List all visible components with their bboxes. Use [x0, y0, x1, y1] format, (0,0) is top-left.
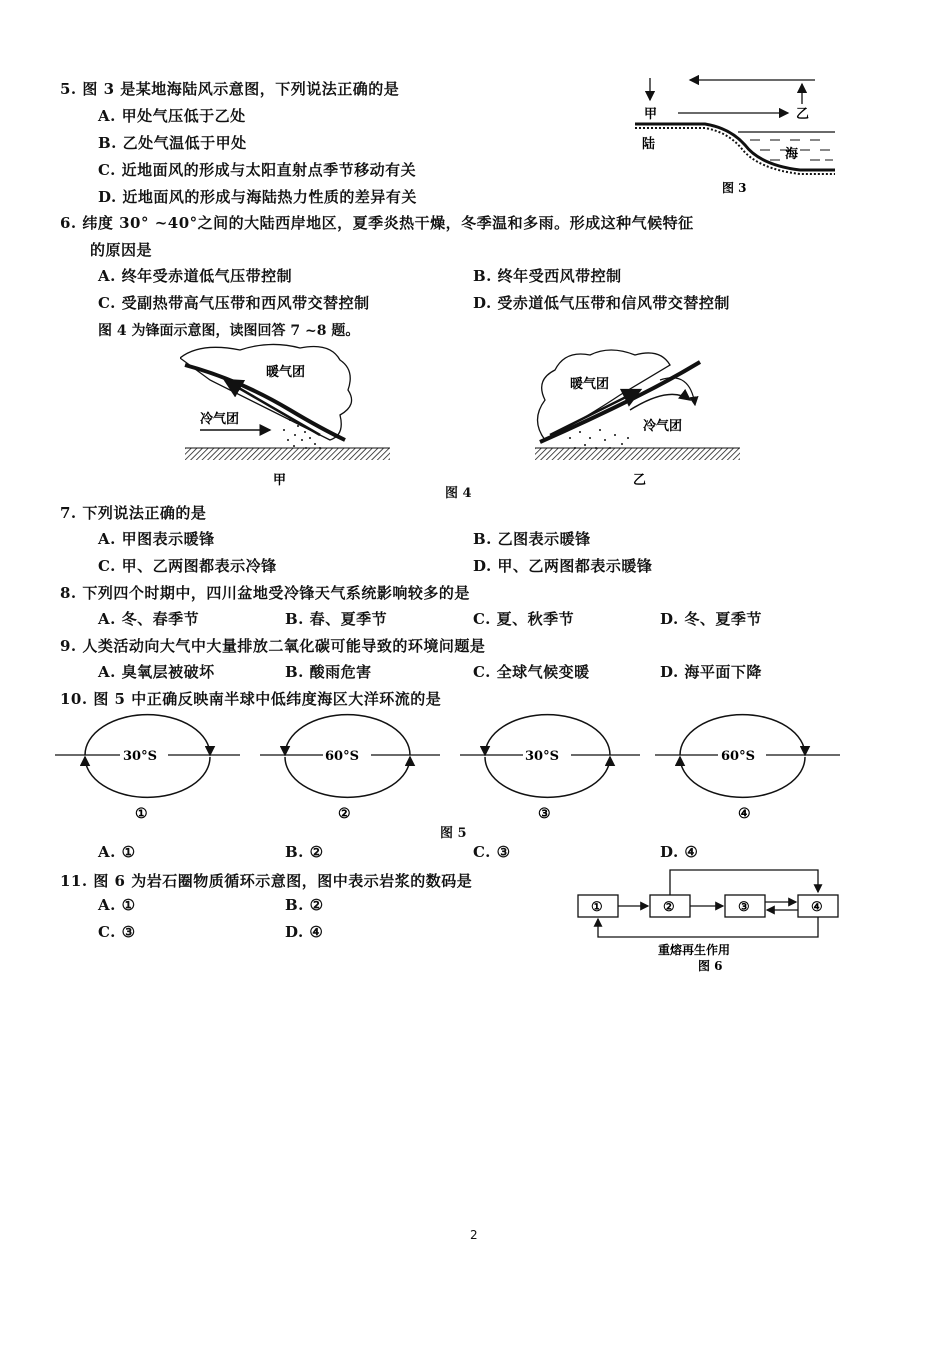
gyre-panel-2 — [260, 715, 440, 822]
q9-option-c: C. 全球气候变暖 — [473, 663, 590, 681]
q6-option-b: B. 终年受西风带控制 — [473, 267, 622, 285]
fig6-caption: 图 6 — [698, 959, 723, 973]
rain-dots — [569, 429, 629, 449]
fig6-box-2-label: ② — [663, 900, 675, 915]
fig4-left-cold-label: 冷气团 — [200, 412, 240, 427]
fig5-caption: 图 5 — [440, 826, 467, 841]
fig3-label-jia: 甲 — [644, 107, 658, 122]
remelting-arrow — [598, 917, 818, 937]
fig5-numeral-2: ② — [338, 806, 351, 822]
fig5-numeral-1: ① — [135, 806, 148, 822]
figure-5-ocean-currents — [55, 705, 845, 825]
figure-6-rock-cycle — [570, 862, 840, 977]
fig4-right-sub: 乙 — [633, 473, 647, 488]
fig5-lat-label-1: 30°S — [123, 749, 157, 764]
q5-option-a: A. 甲处气压低于乙处 — [98, 107, 246, 125]
q6-option-c: C. 受副热带高气压带和西风带交替控制 — [98, 294, 370, 312]
fig4-left-warm-label: 暖气团 — [266, 365, 306, 380]
q5-stem: 5. 图 3 是某地海陆风示意图，下列说法正确的是 — [60, 80, 400, 98]
q8-option-b: B. 春、夏季节 — [285, 610, 388, 628]
q10-option-c: C. ③ — [473, 843, 511, 861]
q8-option-a: A. 冬、春季节 — [98, 610, 200, 628]
top-cycle-arrow — [670, 870, 818, 895]
q5-option-c: C. 近地面风的形成与太阳直射点季节移动有关 — [98, 161, 417, 179]
page-number: 2 — [470, 1228, 478, 1242]
q5-option-d: D. 近地面风的形成与海陆热力性质的差异有关 — [98, 188, 417, 206]
q6-option-a: A. 终年受赤道低气压带控制 — [98, 267, 293, 285]
figure-4-front-yi — [530, 340, 745, 490]
q9-stem: 9. 人类活动向大气中大量排放二氧化碳可能导致的环境问题是 — [60, 637, 486, 655]
q7-option-d: D. 甲、乙两图都表示暖锋 — [473, 557, 653, 575]
fig5-numeral-4: ④ — [738, 806, 751, 822]
q6-option-d: D. 受赤道低气压带和信风带交替控制 — [473, 294, 730, 312]
coastline — [635, 124, 835, 170]
q10-stem: 10. 图 5 中正确反映南半球中低纬度海区大洋环流的是 — [60, 690, 442, 708]
q9-option-b: B. 酸雨危害 — [285, 663, 372, 681]
fig3-label-sea: 海 — [785, 147, 799, 162]
gyre-panel-3 — [460, 715, 640, 822]
q5-option-b: B. 乙处气温低于甲处 — [98, 134, 247, 152]
q9-option-d: D. 海平面下降 — [660, 663, 762, 681]
q10-option-d: D. ④ — [660, 843, 699, 861]
q7-option-a: A. 甲图表示暖锋 — [98, 530, 215, 548]
gyre-panel-1 — [55, 715, 240, 822]
fig4-caption: 图 4 — [445, 486, 472, 501]
fig6-box-4-label: ④ — [811, 900, 823, 915]
fig5-lat-label-4: 60°S — [721, 749, 755, 764]
fig4-intro: 图 4 为锋面示意图，读图回答 7 ~8 题。 — [98, 323, 360, 339]
fig3-caption: 图 3 — [722, 181, 747, 195]
figure-4-front-jia — [180, 340, 395, 490]
fig6-bottom-label: 重熔再生作用 — [658, 943, 731, 957]
fig5-lat-label-2: 60°S — [325, 749, 359, 764]
q8-option-d: D. 冬、夏季节 — [660, 610, 762, 628]
q8-stem: 8. 下列四个时期中，四川盆地受冷锋天气系统影响较多的是 — [60, 584, 470, 602]
q10-option-b: B. ② — [285, 843, 324, 861]
q11-option-b: B. ② — [285, 896, 324, 914]
q11-stem: 11. 图 6 为岩石圈物质循环示意图，图中表示岩浆的数码是 — [60, 872, 473, 890]
fig5-numeral-3: ③ — [538, 806, 551, 822]
q11-option-d: D. ④ — [285, 923, 324, 941]
fig4-right-warm-label: 暖气团 — [570, 377, 610, 392]
q9-option-a: A. 臭氧层被破坏 — [98, 663, 215, 681]
fig4-left-sub: 甲 — [273, 473, 287, 488]
gyre-panel-4 — [655, 715, 840, 822]
q6-stem-line1: 6. 纬度 30° ~40°之间的大陆西岸地区，夏季炎热干燥，冬季温和多雨。形成这种气候特征 — [60, 214, 694, 232]
fig6-box-1-label: ① — [591, 900, 603, 915]
fig5-lat-label-3: 30°S — [525, 749, 559, 764]
q11-option-a: A. ① — [98, 896, 136, 914]
fig3-label-yi: 乙 — [796, 107, 810, 122]
q10-option-a: A. ① — [98, 843, 136, 861]
q7-stem: 7. 下列说法正确的是 — [60, 504, 207, 522]
q7-option-b: B. 乙图表示暖锋 — [473, 530, 591, 548]
figure-3-sea-land-breeze — [630, 70, 840, 200]
q6-stem-line2: 的原因是 — [90, 241, 153, 259]
fig3-label-land: 陆 — [642, 137, 656, 152]
q7-option-c: C. 甲、乙两图都表示冷锋 — [98, 557, 277, 575]
fig4-right-cold-label: 冷气团 — [643, 419, 683, 434]
fig6-box-3-label: ③ — [738, 900, 750, 915]
q11-option-c: C. ③ — [98, 923, 136, 941]
q8-option-c: C. 夏、秋季节 — [473, 610, 575, 628]
